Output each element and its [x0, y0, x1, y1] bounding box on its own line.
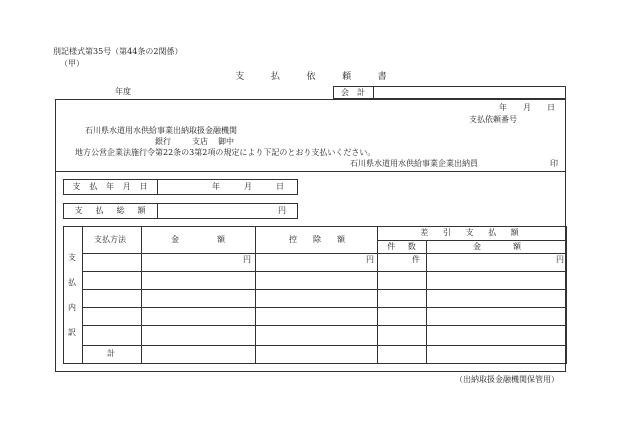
form-number: 別記様式第35号（第44条の2関係） [53, 47, 183, 56]
row-line [82, 345, 567, 346]
accounting-divider [373, 86, 374, 99]
header-deduction: 控 除 額 [289, 235, 345, 244]
header-count: 件 数 [387, 242, 416, 251]
row-line [377, 240, 567, 241]
row-line [82, 289, 567, 290]
net-amount-yen: 円 [556, 255, 564, 264]
deduction-yen: 円 [366, 255, 374, 264]
seal-label: 印 [550, 159, 558, 168]
row-line [82, 325, 567, 326]
header-amount: 金 額 [171, 235, 225, 244]
header-method: 支払方法 [94, 235, 126, 244]
payment-date-value: 年 月 日 [212, 182, 284, 191]
col-line [377, 226, 378, 364]
payment-date-label: 支 払 年 月 日 [72, 182, 148, 191]
page-title: 支 払 依 頼 書 [235, 72, 387, 82]
request-date-label: 年 月 日 [499, 103, 555, 112]
col-line [82, 226, 83, 364]
bank-label: 銀行 [155, 137, 171, 146]
footer-note: （出納取扱金融機関保管用） [455, 375, 559, 384]
body-text: 地方公営企業法施行令第22条の3第2項の規定により下記のとおり支払いください。 [75, 148, 376, 157]
payment-total-divider [157, 203, 158, 219]
signer-label: 石川県水道用水供給事業企業出納員 [350, 159, 478, 168]
total-label: 計 [107, 349, 115, 358]
branch-label: 支店 [192, 137, 208, 146]
payment-total-label: 支 払 総 額 [74, 206, 146, 215]
accounting-label: 会 計 [341, 88, 365, 97]
form-variant: （甲） [60, 59, 84, 68]
frame-divider [55, 171, 566, 172]
count-unit: 件 [412, 255, 420, 264]
col-line [255, 226, 256, 364]
honorific-label: 御中 [218, 137, 234, 146]
payment-total-yen: 円 [278, 206, 286, 215]
side-label-4: 訳 [68, 328, 76, 337]
header-net: 差 引 支 払 額 [420, 228, 519, 237]
side-label-2: 払 [68, 278, 76, 287]
col-line [141, 226, 142, 364]
header-net-amount: 金 額 [473, 242, 521, 251]
side-label-3: 内 [68, 303, 76, 312]
payment-date-divider [157, 179, 158, 195]
row-line [82, 271, 567, 272]
addressee-line: 石川県水道用水供給事業出納取扱金融機関 [85, 126, 237, 135]
row-line [82, 253, 567, 254]
side-label-1: 支 [68, 253, 76, 262]
amount-yen: 円 [243, 255, 251, 264]
request-number-label: 支払依頼番号 [469, 115, 517, 124]
row-line [82, 307, 567, 308]
fiscal-year-label: 年度 [115, 87, 131, 96]
